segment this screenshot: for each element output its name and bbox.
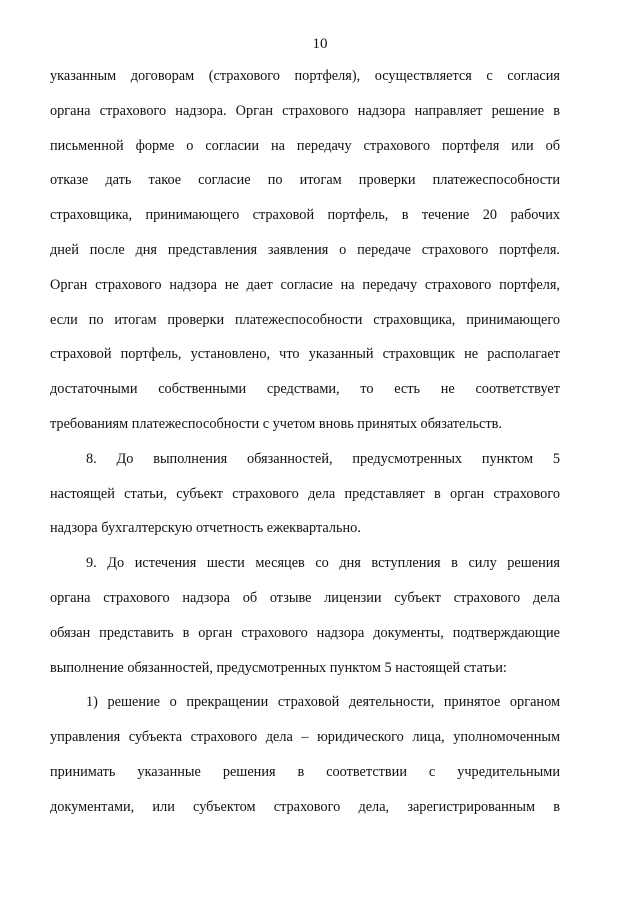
text-line: страховщика, принимающего страховой портфель, в течение 20 рабочих — [50, 207, 560, 224]
text-line: достаточными собственными средствами, то есть не соответствует — [50, 381, 560, 398]
text-line: органа страхового надзора об отзыве лицензии субъект страхового дела — [50, 589, 560, 606]
text-line: выполнение обязанностей, предусмотренных пунктом 5 настоящей статьи: — [50, 659, 507, 676]
page-number: 10 — [312, 36, 328, 52]
text-line: дней после дня представления заявления о передаче страхового портфеля. — [50, 241, 560, 258]
text-line: принимать указанные решения в соответствии с учредительными — [50, 763, 560, 780]
text-line: управления субъекта страхового дела – юридического лица, уполномоченным — [50, 729, 560, 746]
text-line: страховой портфель, установлено, что указанный страховщик не располагает — [50, 346, 560, 363]
text-line: надзора бухгалтерскую отчетность ежеквартально. — [50, 520, 361, 537]
text-line: указанным договорам (страхового портфеля), осуществляется с согласия — [50, 68, 560, 84]
text-line: настоящей статьи, субъект страхового дела представляет в орган страхового — [50, 485, 560, 502]
text-line: письменной форме о согласии на передачу страхового портфеля или об — [50, 137, 560, 154]
text-line: отказе дать такое согласие по итогам проверки платежеспособности — [50, 172, 560, 189]
document-body — [50, 59, 560, 825]
text-line: органа страхового надзора. Орган страхового надзора направляет решение в — [50, 102, 560, 119]
text-line: требованиям платежеспособности с учетом вновь принятых обязательств. — [50, 415, 502, 432]
text-line: если по итогам проверки платежеспособности страховщика, принимающего — [50, 311, 560, 328]
text-line: обязан представить в орган страхового надзора документы, подтверждающие — [50, 624, 560, 641]
text-line: Орган страхового надзора не дает согласие на передачу страхового портфеля, — [50, 276, 560, 293]
paragraph-8-first-line: 8. До выполнения обязанностей, предусмотренных пунктом 5 — [86, 450, 560, 467]
paragraph-9-first-line: 9. До истечения шести месяцев со дня вступления в силу решения — [86, 555, 560, 572]
subitem-1-first-line: 1) решение о прекращении страховой деятельности, принятое органом — [86, 694, 560, 711]
text-line: документами, или субъектом страхового дела, зарегистрированным в — [50, 798, 560, 815]
